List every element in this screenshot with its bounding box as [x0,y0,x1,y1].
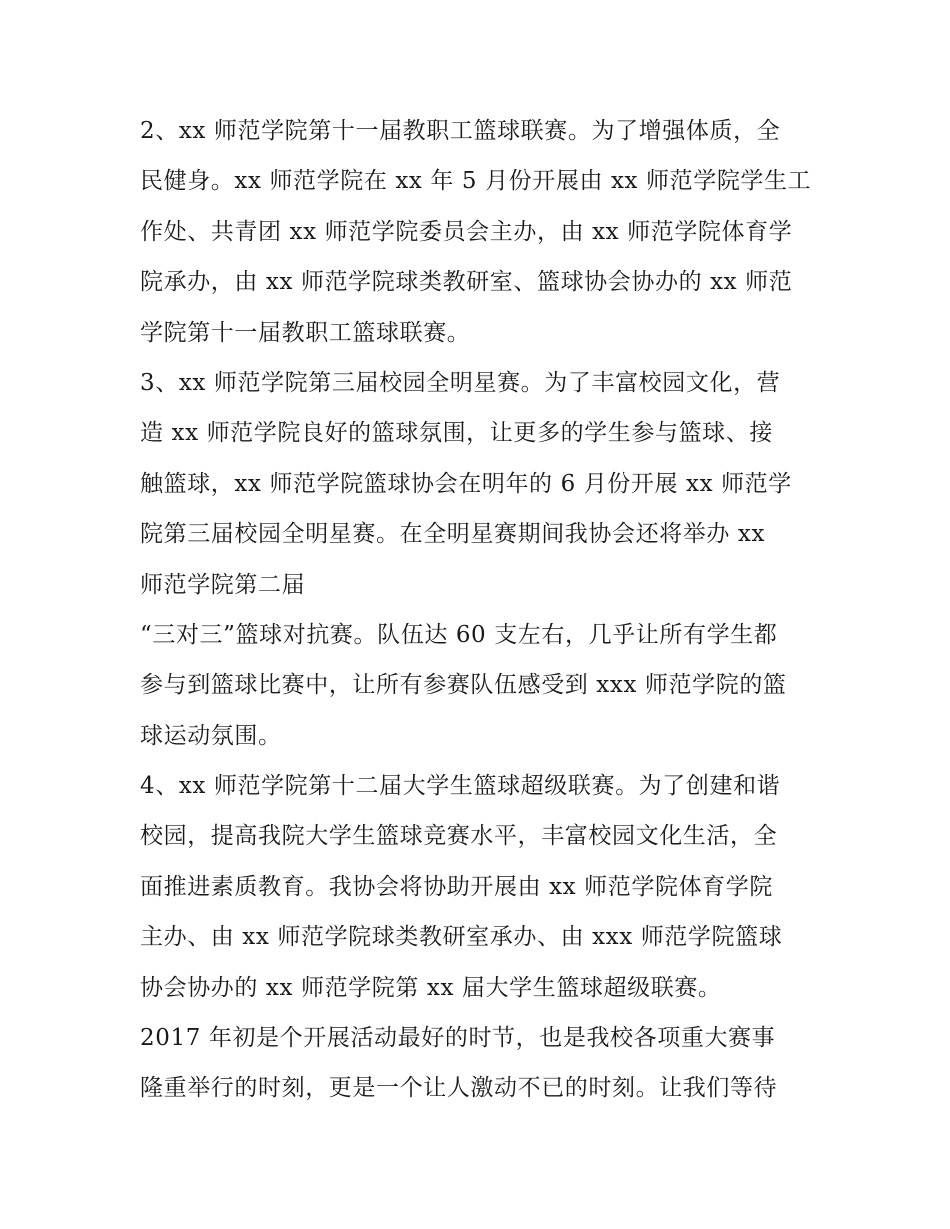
text-line: 面推进素质教育。我协会将协助开展由 xx 师范学院体育学院 [140,873,773,900]
text-line: 师范学院第二届 [140,571,306,598]
text-line: 校园，提高我院大学生篮球竞赛水平，丰富校园文化生活，全 [140,823,778,850]
text-line: 2、xx 师范学院第十一届教职工篮球联赛。为了增强体质，全 [140,118,781,144]
text-line: 4、xx 师范学院第十二届大学生篮球超级联赛。为了创建和谐 [140,773,781,800]
text-line: 造 xx 师范学院良好的篮球氛围，让更多的学生参与篮球、接 [140,420,773,447]
text-line: 2017 年初是个开展活动最好的时节，也是我校各项重大赛事 [140,1025,776,1052]
text-line: 学院第十一届教职工篮球联赛。 [140,319,471,346]
text-line: “三对三”篮球对抗赛。队伍达 60 支左右，几乎让所有学生都 [140,621,778,648]
text-line: 主办、由 xx 师范学院球类教研室承办、由 xxx 师范学院篮球 [140,924,783,951]
document-body [140,106,830,1114]
text-line: 隆重举行的时刻，更是一个让人激动不已的时刻。让我们等待 [140,1075,778,1102]
text-line: 院第三届校园全明星赛。在全明星赛期间我协会还将举办 xx [140,521,766,548]
text-line: 作处、共青团 xx 师范学院委员会主办，由 xx 师范学院体育学 [140,218,793,245]
text-line: 球运动氛围。 [140,722,282,749]
text-line: 3、xx 师范学院第三届校园全明星赛。为了丰富校园文化，营 [140,369,781,396]
text-line: 触篮球，xx 师范学院篮球协会在明年的 6 月份开展 xx 师范学 [140,470,792,497]
text-line: 院承办，由 xx 师范学院球类教研室、篮球协会协办的 xx 师范 [140,269,793,296]
text-line: 参与到篮球比赛中，让所有参赛队伍感受到 xxx 师范学院的篮 [140,672,787,699]
text-line: 民健身。xx 师范学院在 xx 年 5 月份开展由 xx 师范学院学生工 [140,168,812,195]
text-line: 协会协办的 xx 师范学院第 xx 届大学生篮球超级联赛。 [140,974,722,1001]
